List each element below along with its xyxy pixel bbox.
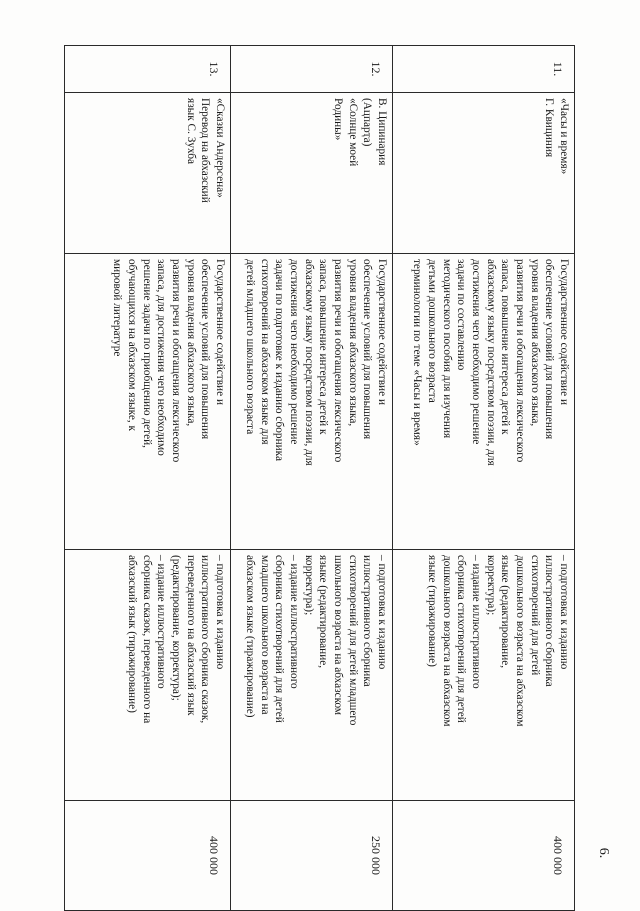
task-line: дошкольного возраста на абхазском [513, 555, 526, 727]
goal-line: уровня владения абхазского языка, [528, 259, 541, 427]
task-line: абхазском языке (тиражирование) [243, 555, 256, 718]
page-number: 6. [596, 847, 611, 859]
row-number: 12. [369, 61, 383, 77]
row-number: 13. [207, 61, 221, 77]
goal-line: Государственное содействие и [376, 259, 388, 405]
goal-line: детьми дошкольного возраста [425, 259, 438, 403]
goal-line: развития речи и обогащения лексического [331, 259, 344, 463]
goal-line: достижения чего необходимо решение [287, 259, 300, 445]
task-line: языке (редактирование, [317, 555, 330, 669]
table-row [393, 46, 575, 911]
task-line: абхазский язык (тиражирование) [125, 555, 138, 713]
row-number-cell [393, 46, 575, 93]
goal-line: Государственное содействие и [558, 259, 570, 405]
amount-value: 250 000 [369, 836, 383, 875]
project-title-line: В. Ципинария [376, 98, 388, 166]
row-number-cell [231, 46, 393, 93]
amount-cell [231, 801, 393, 911]
task-line: переведенного на абхазский язык [184, 555, 197, 716]
task-line: – подготовка к изданию [214, 555, 226, 670]
task-line: сборника сказок, переведенного на [140, 555, 153, 724]
project-title-line: Перевод на абхазский [199, 98, 212, 203]
task-line: языке (редактирование, [499, 555, 512, 669]
project-title-cell [231, 93, 393, 254]
project-title-line: Г. Квициния [543, 98, 556, 158]
goal-line: развития речи и обогащения лексического [169, 259, 182, 463]
task-line: стихотворений для детей [528, 555, 541, 676]
task-line: иллюстративного сборника сказок, [199, 555, 212, 724]
goal-line: уровня владения абхазского языка, [346, 259, 359, 427]
goal-line: задачи по составлению [455, 259, 468, 371]
project-goal-cell [231, 254, 393, 550]
goal-line: достижения чего необходимо решение [469, 259, 482, 445]
amount-value: 400 000 [551, 836, 565, 875]
task-line: стихотворений для детей младшего [346, 555, 359, 726]
goal-line: запаса, повышение интереса детей к [317, 259, 330, 435]
goal-line: запаса, повышение интереса детей к [499, 259, 512, 435]
task-line: сборника стихотворений для детей [273, 555, 286, 723]
task-line: – издание иллюстративного [287, 555, 300, 689]
project-title-cell [65, 93, 231, 254]
amount-value: 400 000 [207, 836, 221, 875]
row-number-cell [65, 46, 231, 93]
rotated-table-container [65, 45, 575, 875]
amount-cell [65, 801, 231, 911]
amount-cell [393, 801, 575, 911]
goal-line: решение задачи по приобщению детей, [140, 259, 153, 448]
projects-table [64, 45, 575, 911]
goal-line: мировой литературе [111, 259, 124, 357]
table-row [65, 46, 231, 911]
task-line: языке (тиражирование) [425, 555, 438, 667]
project-title-line: «Сказки Андерсена» [214, 98, 226, 198]
project-title-line: Родины» [331, 98, 344, 141]
task-line: корректура); [302, 555, 315, 616]
task-line: дошкольного возраста на абхазском [440, 555, 453, 727]
task-line: сборника стихотворений для детей [455, 555, 468, 723]
goal-line: обеспечение условий для повышения [199, 259, 212, 440]
goal-line: уровня владения абхазского языка, [184, 259, 197, 427]
goal-line: стихотворений на абхазском языке для [258, 259, 271, 445]
project-title-line: (Ацпарҭа) [361, 98, 374, 147]
task-line: младшего школьного возраста на [258, 555, 271, 715]
project-title-line: «Солнце моей [346, 98, 359, 167]
row-number: 11. [551, 61, 565, 77]
task-line: иллюстративного сборника [543, 555, 556, 687]
goal-line: развития речи и обогащения лексического [513, 259, 526, 463]
project-goal-cell [65, 254, 231, 550]
task-line: корректура); [484, 555, 497, 616]
goal-line: обучающихся на абхазском языке, к [125, 259, 138, 431]
goal-line: детей младшего школьного возраста [243, 259, 256, 435]
task-line: – подготовка к изданию [558, 555, 570, 670]
task-line: – подготовка к изданию [376, 555, 388, 670]
goal-line: обеспечение условий для повышения [361, 259, 374, 440]
task-line: (редактирование, корректура); [169, 555, 182, 701]
project-title-line: «Часы и время» [558, 98, 570, 175]
project-tasks-cell [231, 550, 393, 801]
goal-line: обеспечение условий для повышения [543, 259, 556, 440]
project-tasks-cell [393, 550, 575, 801]
goal-line: методического пособия для изучения [440, 259, 453, 439]
project-tasks-cell [65, 550, 231, 801]
project-title-cell [393, 93, 575, 254]
task-line: – издание иллюстративного [155, 555, 168, 689]
goal-line: абхазскому языку посредством поэзии, для [484, 259, 497, 466]
task-line: школьного возраста на абхазском [331, 555, 344, 716]
project-goal-cell [393, 254, 575, 550]
goal-line: абхазскому языку посредством поэзии, для [302, 259, 315, 466]
goal-line: задачи по подготовке к изданию сборника [273, 259, 286, 461]
project-title-line: язык С. Зухба [184, 98, 197, 165]
goal-line: запаса, для достижения чего необходимо [155, 259, 168, 456]
goal-line: Государственное содействие и [214, 259, 226, 405]
task-line: иллюстративного сборника [361, 555, 374, 687]
goal-line: терминологии по теме «Часы и время» [411, 259, 424, 446]
task-line: – издание иллюстративного [469, 555, 482, 689]
table-row [231, 46, 393, 911]
